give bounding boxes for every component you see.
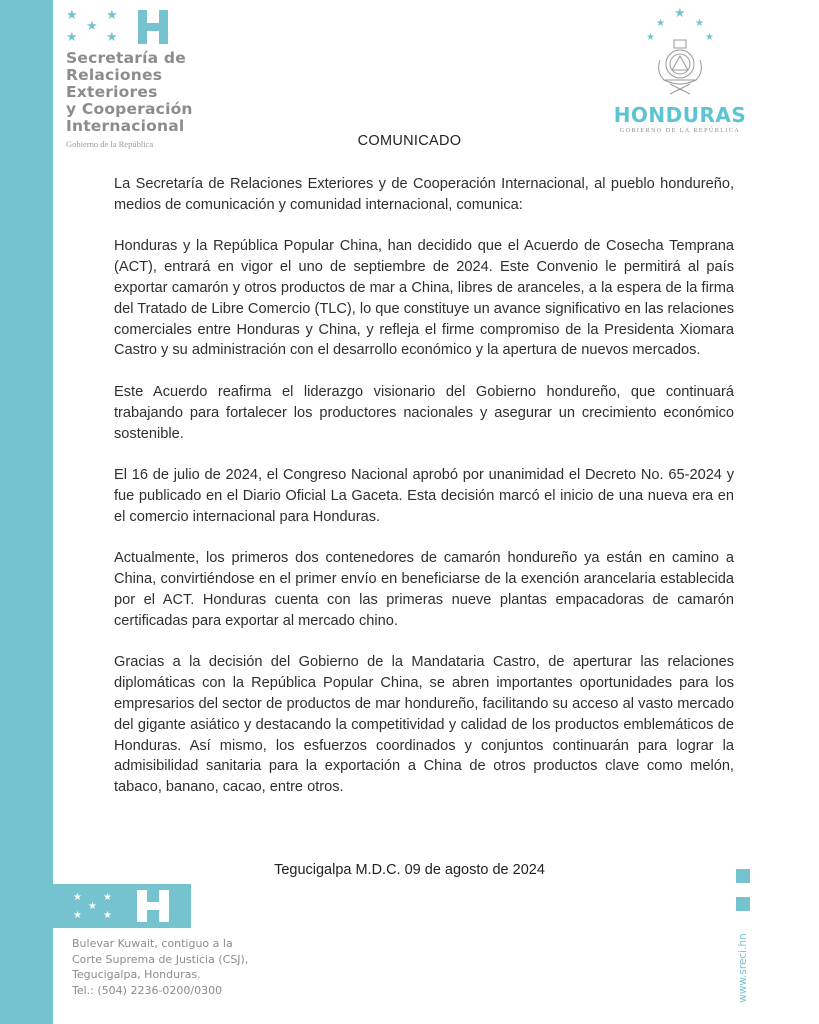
address-line: Corte Suprema de Justicia (CSJ),	[72, 952, 249, 966]
sreci-logo	[66, 8, 236, 149]
place-and-date: Tegucigalpa M.D.C. 09 de agosto de 2024	[274, 862, 545, 878]
sreci-name-line: y Cooperación	[66, 100, 193, 118]
five-stars-icon: ★ ★ ★ ★ ★	[73, 892, 112, 921]
footer-address	[72, 936, 248, 998]
phone-line: Tel.: (504) 2236-0200/0300	[72, 983, 223, 997]
sreci-name-line: Relaciones	[66, 66, 163, 84]
honduras-subtitle: GOBIERNO DE LA REPÚBLICA	[619, 128, 741, 134]
coat-of-arms-icon	[650, 38, 710, 96]
h-letter-icon	[137, 890, 169, 922]
document-title: COMUNICADO	[357, 133, 462, 149]
decorative-square	[736, 897, 750, 911]
decorative-square	[736, 869, 750, 883]
honduras-government-logo	[600, 4, 760, 134]
paragraph: Honduras y la República Popular China, han decidido que el Acuerdo de Cosecha Temprana (ACT), entrará en vigor el uno de septiembre de 2024. Este Convenio le permitirá al país exportar camarón y otros productos de mar a China, libres de aranceles, a la espera de la firma del Tratado de Libre Comercio (TLC), lo que constituye un avance significativo en las relaciones comerciales entre Honduras y China, y refleja el firme compromiso de la Presidenta Xiomara Castro y su administración con el desarrollo económico y la apertura de nuevos mercados.	[114, 238, 734, 359]
sreci-name-line: Exteriores	[66, 83, 158, 101]
sreci-subtitle: Gobierno de la República	[66, 139, 154, 149]
address-line: Tegucigalpa, Honduras.	[72, 968, 201, 981]
five-stars-icon: ★ ★ ★ ★ ★	[66, 8, 118, 45]
h-letter-icon	[138, 10, 168, 44]
footer-logo	[53, 884, 191, 928]
website-link[interactable]: www.sreci.hn	[737, 933, 749, 1003]
paragraph: Este Acuerdo reafirma el liderazgo visionario del Gobierno hondureño, que continuará trabajando para fortalecer los productores nacionales y asegurar un crecimiento económico sostenible.	[114, 383, 734, 442]
sreci-name-line: Secretaría de	[66, 49, 186, 67]
sreci-name-line: Internacional	[66, 117, 185, 135]
address-line: Bulevar Kuwait, contiguo a la	[72, 937, 233, 950]
document-body	[114, 174, 734, 819]
sreci-name	[66, 50, 236, 135]
sreci-emblem	[66, 8, 236, 46]
paragraph: El 16 de julio de 2024, el Congreso Nacional aprobó por unanimidad el Decreto No. 65-2024 y fue publicado en el Diario Oficial La Gaceta. Esta decisión marcó el inicio de una nueva era en el comercio internacional para Honduras.	[114, 467, 734, 525]
paragraph: Gracias a la decisión del Gobierno de la Mandataria Castro, de aperturar las relaciones diplomáticas con la República Popular China, se abren importantes oportunidades para los empresarios del sector de productos de mar hondureño, facilitando su acceso al vasto mercado del gigante asiático y destacando la competitividad y calidad de los productos emblemáticos de Honduras. Así mismo, los esfuerzos coordinados y conjuntos continuarán para lograr la admisibilidad sanitaria para la exportación a China de otros productos clave como melón, tabaco, banano, cacao, entre otros.	[114, 654, 734, 796]
honduras-wordmark: HONDURAS	[613, 103, 747, 127]
paragraph: Actualmente, los primeros dos contenedores de camarón hondureño ya están en camino a China, convirtiéndose en el primer envío en beneficiarse de la exención arancelaria establecida por el ACT. Honduras cuenta con las primeras nueve plantas empacadoras de camarón certificadas para exportar al mercado chino.	[114, 550, 734, 629]
paragraph: La Secretaría de Relaciones Exteriores y de Cooperación Internacional, al pueblo hondureño, medios de comunicación y comunidad internacional, comunica:	[114, 176, 734, 213]
five-stars-icon: ★ ★ ★ ★ ★	[646, 6, 714, 43]
